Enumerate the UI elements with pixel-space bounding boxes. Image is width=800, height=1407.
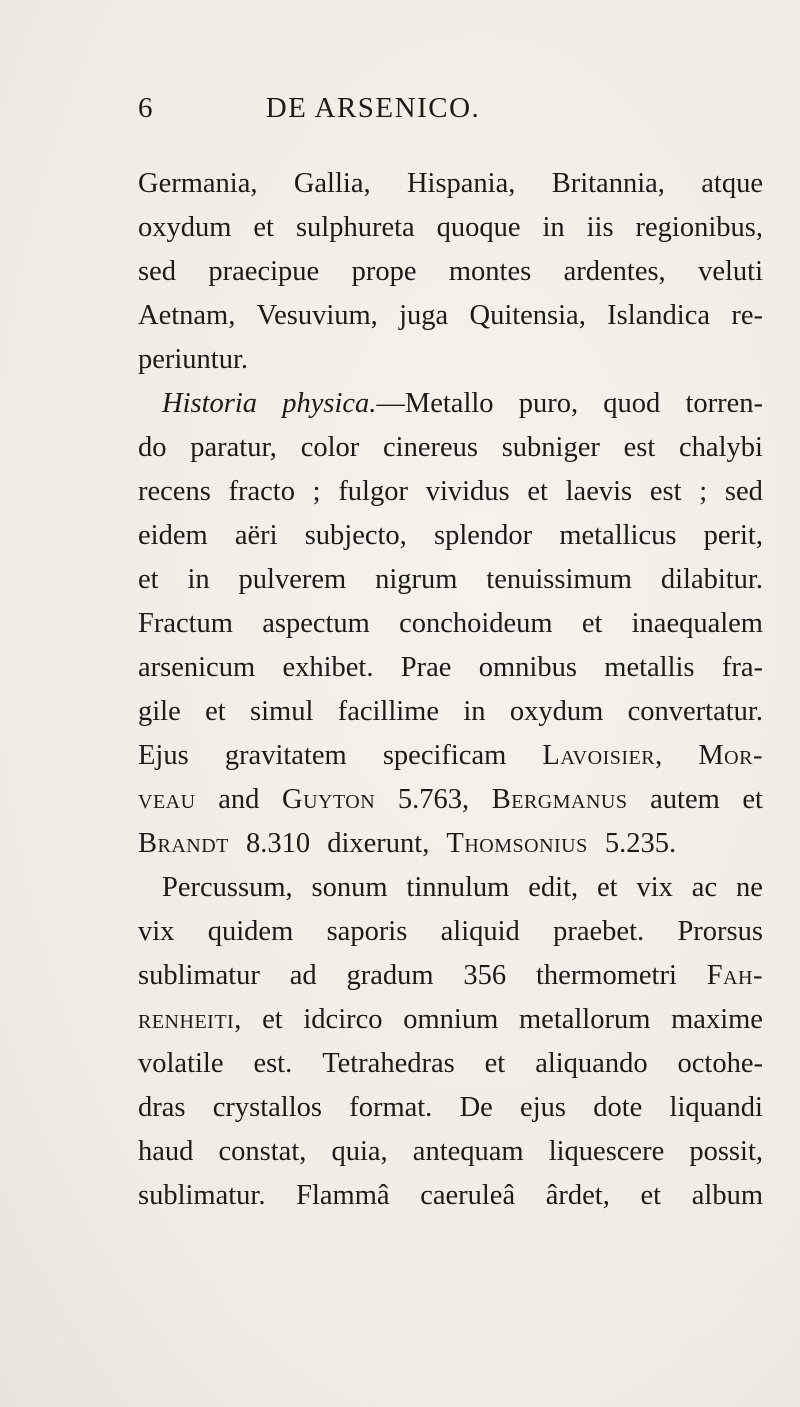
text-line — [138, 432, 763, 476]
word: Guyton — [281, 784, 376, 815]
word: Mor- — [698, 740, 763, 771]
word: chalybi — [679, 432, 763, 463]
word: praebet. — [553, 916, 645, 947]
word: liquescere — [548, 1136, 665, 1167]
word: et — [640, 1180, 662, 1211]
word: et — [597, 872, 618, 903]
word: ac — [691, 872, 718, 903]
word: aspectum — [262, 608, 370, 639]
text-line — [138, 784, 763, 828]
word: Prae — [400, 652, 452, 683]
word: dras — [138, 1092, 186, 1123]
word: et — [138, 564, 159, 595]
word: in — [542, 212, 565, 243]
word: and — [218, 784, 260, 815]
text-line — [138, 1048, 763, 1092]
word: oxydum — [509, 696, 604, 727]
word: Prorsus — [677, 916, 763, 947]
word: veluti — [698, 256, 763, 287]
word: Gallia, — [293, 168, 371, 199]
word: idcirco — [303, 1004, 383, 1035]
word: inaequalem — [631, 608, 763, 639]
word: liquandi — [669, 1092, 763, 1123]
word: pulverem — [238, 564, 347, 595]
word: fulgor — [338, 476, 408, 507]
word: Fractum — [138, 608, 233, 639]
page-header — [138, 92, 608, 132]
word: color — [300, 432, 360, 463]
text-line — [138, 388, 763, 432]
word: regionibus, — [635, 212, 763, 243]
word: est — [623, 432, 656, 463]
word: 5.235. — [604, 828, 677, 859]
word: aëri — [234, 520, 278, 551]
word: et — [253, 212, 274, 243]
word: quidem — [207, 916, 294, 947]
text-line — [138, 1092, 763, 1136]
word: 8.310 — [246, 828, 311, 859]
word: et — [527, 476, 548, 507]
word: Lavoisier, — [542, 740, 663, 771]
word: montes — [448, 256, 532, 287]
word: maxime — [671, 1004, 763, 1035]
running-title: DE ARSENICO. — [265, 92, 481, 124]
text-line — [138, 828, 763, 872]
word: ârdet, — [545, 1180, 610, 1211]
word: fra- — [721, 652, 763, 683]
word: gile — [138, 696, 181, 727]
word: subniger — [501, 432, 600, 463]
word: metallorum — [519, 1004, 651, 1035]
text-line — [138, 344, 763, 388]
word: metallis — [604, 652, 695, 683]
word: laevis — [565, 476, 633, 507]
word: atque — [701, 168, 763, 199]
word: Tetrahedras — [322, 1048, 455, 1079]
word: crystallos — [212, 1092, 322, 1123]
word: ; — [312, 476, 321, 507]
word: paratur, — [190, 432, 277, 463]
word: Aetnam, — [138, 300, 236, 331]
word: Britannia, — [551, 168, 665, 199]
word: in — [463, 696, 486, 727]
word: octohe- — [677, 1048, 763, 1079]
word: quia, — [331, 1136, 388, 1167]
word: prope — [351, 256, 417, 287]
word: haud — [138, 1136, 194, 1167]
word: oxydum — [138, 212, 232, 243]
word: est. — [253, 1048, 293, 1079]
word: perit, — [703, 520, 763, 551]
page-number: 6 — [138, 92, 153, 124]
word: dixerunt, — [327, 828, 430, 859]
text-line — [138, 212, 763, 256]
word: ne — [736, 872, 763, 903]
word: simul — [250, 696, 314, 727]
word: eidem — [138, 520, 208, 551]
text-line — [138, 1180, 763, 1224]
text-line — [138, 564, 763, 608]
word: nigrum — [375, 564, 458, 595]
text-line — [138, 1004, 763, 1048]
word: Ejus — [138, 740, 189, 771]
word: periuntur. — [138, 344, 249, 375]
word: et — [205, 696, 226, 727]
text-line — [138, 652, 763, 696]
word: tinnulum — [406, 872, 510, 903]
text-line — [138, 960, 763, 1004]
word: Hispania, — [406, 168, 516, 199]
word: constat, — [218, 1136, 307, 1167]
word: quoque — [436, 212, 521, 243]
word: volatile — [138, 1048, 224, 1079]
word: iis — [586, 212, 614, 243]
word: Islandica — [607, 300, 711, 331]
word: praecipue — [208, 256, 320, 287]
word: est — [649, 476, 682, 507]
word: ad — [289, 960, 317, 991]
text-line — [138, 168, 763, 212]
text-line — [138, 520, 763, 564]
word: omnibus — [478, 652, 577, 683]
text-line — [138, 476, 763, 520]
word: Bergmanus — [491, 784, 628, 815]
text-line — [138, 740, 763, 784]
body-text — [138, 168, 763, 1224]
word: possit, — [689, 1136, 763, 1167]
text-line — [138, 872, 763, 916]
word: arsenicum — [138, 652, 256, 683]
word: Thomsonius — [446, 828, 588, 859]
text-line — [138, 1136, 763, 1180]
word: ardentes, — [563, 256, 666, 287]
word: Quitensia, — [469, 300, 586, 331]
word: sonum — [311, 872, 388, 903]
word: ejus — [520, 1092, 566, 1123]
word: dote — [593, 1092, 643, 1123]
word: physica.—Metallo — [282, 388, 494, 419]
word: dilabitur. — [660, 564, 763, 595]
word: gradum — [346, 960, 434, 991]
word: specificam — [382, 740, 507, 771]
word: Fah- — [706, 960, 763, 991]
word: Percussum, — [162, 872, 293, 903]
word: subjecto, — [304, 520, 407, 551]
word: renheiti, — [138, 1004, 242, 1035]
word: et — [742, 784, 763, 815]
word: quod — [603, 388, 661, 419]
text-line — [138, 916, 763, 960]
word: conchoideum — [399, 608, 553, 639]
word: saporis — [326, 916, 408, 947]
word: facillime — [337, 696, 439, 727]
word: et — [581, 608, 603, 639]
word: in — [187, 564, 210, 595]
word: re- — [731, 300, 763, 331]
word: et — [484, 1048, 506, 1079]
word: sublimatur — [138, 960, 260, 991]
word: Germania, — [138, 168, 258, 199]
word: veau — [138, 784, 196, 815]
text-line — [138, 256, 763, 300]
word: 356 — [463, 960, 507, 991]
word: aliquid — [440, 916, 520, 947]
word: juga — [399, 300, 449, 331]
word: recens — [138, 476, 211, 507]
word: torren- — [685, 388, 763, 419]
word: fracto — [228, 476, 295, 507]
word: De — [459, 1092, 493, 1123]
word: format. — [349, 1092, 433, 1123]
word: vix — [138, 916, 175, 947]
word: convertatur. — [627, 696, 763, 727]
word: sed — [724, 476, 763, 507]
word: vix — [636, 872, 673, 903]
word: cinereus — [383, 432, 478, 463]
text-line — [138, 300, 763, 344]
text-line — [138, 696, 763, 740]
word: antequam — [412, 1136, 524, 1167]
word: autem — [650, 784, 720, 815]
word: vividus — [425, 476, 510, 507]
word: 5.763, — [397, 784, 470, 815]
word: exhibet. — [282, 652, 374, 683]
word: metallicus — [559, 520, 677, 551]
word: edit, — [528, 872, 579, 903]
text-line — [138, 608, 763, 652]
word: Historia — [162, 388, 258, 419]
word: Flammâ — [296, 1180, 390, 1211]
word: splendor — [433, 520, 533, 551]
word: tenuissimum — [486, 564, 632, 595]
word: ; — [699, 476, 708, 507]
word: et — [262, 1004, 283, 1035]
word: sed — [138, 256, 176, 287]
word: Vesuvium, — [256, 300, 378, 331]
word: do — [138, 432, 167, 463]
word: puro, — [518, 388, 579, 419]
word: omnium — [403, 1004, 499, 1035]
word: album — [691, 1180, 763, 1211]
word: sulphureta — [295, 212, 415, 243]
word: aliquando — [535, 1048, 648, 1079]
word: gravitatem — [224, 740, 347, 771]
word: caeruleâ — [420, 1180, 516, 1211]
word: sublimatur. — [138, 1180, 266, 1211]
word: thermometri — [536, 960, 677, 991]
word: Brandt — [138, 828, 229, 859]
